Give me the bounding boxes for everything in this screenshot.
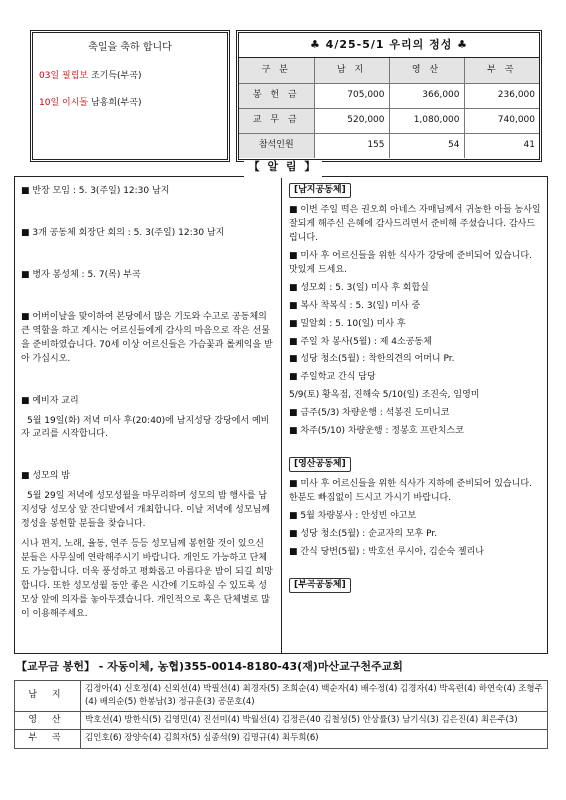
table-row	[15, 730, 548, 749]
notice-item: ■ 병자 봉성체 : 5. 7(목) 부곡	[21, 269, 141, 280]
table-cell: 155	[314, 133, 389, 158]
table-row	[239, 58, 539, 83]
birthday-box	[30, 30, 230, 162]
notice-item: ■ 밀알회 : 5. 10(일) 미사 후	[289, 318, 406, 329]
notices-left-column	[21, 185, 275, 632]
birthday-day: 03일 필립보	[39, 70, 89, 81]
birthday-day: 10일 이시돌	[39, 97, 89, 108]
row-label: 참석인원	[239, 133, 314, 158]
column-header: 영 산	[389, 58, 464, 83]
notices-right-column	[289, 183, 543, 599]
notice-item: ■ 예비자 교리	[21, 395, 79, 406]
table-cell: 1,080,000	[389, 108, 464, 133]
column-header: 부 곡	[464, 58, 539, 83]
notice-item: ■ 3개 공동체 회장단 회의 : 5. 3(주일) 12:30 남지	[21, 227, 225, 238]
notice-item: ■ 금주(5/3) 차량운행 : 석봉진 도미니코	[289, 408, 450, 419]
table-cell: 236,000	[464, 83, 539, 108]
offering-box	[236, 30, 542, 162]
notice-item: ■ 어버이날을 맞이하여 본당에서 많은 기도와 수고로 공동체의 큰 역할을 하고 계시는 어르신들에게 감사의 마음으로 작은 선물을 준비하였습니다. 70세 이상 어르신들은 가슴꽃과 롤케익을 받아 가십시오.	[21, 311, 273, 364]
table-row	[15, 711, 548, 730]
notice-item: ■ 성모의 밤	[21, 471, 71, 482]
row-label: 부 곡	[15, 730, 81, 749]
birthday-name: 조기득(부곡)	[90, 70, 142, 81]
table-row	[239, 108, 539, 133]
birthday-item	[39, 97, 221, 110]
column-header: 남 지	[314, 58, 389, 83]
offering-table	[239, 58, 539, 158]
notice-item: ■ 미사 후 어르신들을 위한 식사가 지하에 준비되어 있습니다. 한분도 빠짐없이 드시고 가시기 바랍니다.	[289, 479, 532, 504]
table-cell: 740,000	[464, 108, 539, 133]
notices-box	[14, 176, 548, 654]
donor-table-box	[14, 680, 548, 749]
notice-item: ■ 이번 주일 떡은 권오희 아네스 자매님께서 귀농한 아들 농사일 잘되게 해주신 은혜에 감사드리면서 준비해 주셨습니다. 감사드립니다.	[289, 205, 541, 243]
table-cell: 김정아(4) 신호정(4) 신외선(4) 박필선(4) 최경자(5) 조희순(4) 백순자(4) 배수정(4) 김경자(4) 박옥련(4) 하연숙(4) 조형주(4) 배의순(5) 한봉남(3) 정규훈(3) 공문호(4)	[81, 681, 548, 712]
table-cell: 520,000	[314, 108, 389, 133]
notice-item: ■ 미사 후 어르신들을 위한 식사가 강당에 준비되어 있습니다. 맛있게 드세요.	[289, 250, 532, 275]
notice-item: ■ 복사 착복식 : 5. 3(일) 미사 중	[289, 300, 421, 311]
table-cell: 54	[389, 133, 464, 158]
account-info: 【교무금 봉헌】 - 자동이체, 농협)355-0014-8180-43(재)마산교구천주교회	[16, 660, 403, 673]
table-row	[239, 83, 539, 108]
notice-item: 5월 19일(화) 저녁 미사 후(20:40)에 남지성당 강당에서 예비자 교리를 시작합니다.	[21, 415, 270, 440]
notice-item: 5월 29일 저녁에 성모성월을 마무리하며 성모의 밤 행사를 남지성당 성모상 앞 잔디밭에서 개최합니다. 이날 저녁에 성모님께 정성을 봉헌할 분들을 찾습니다.	[21, 491, 270, 530]
section-title-bugok: [부곡공동체]	[289, 578, 351, 593]
notice-item: ■ 반장 모임 : 5. 3(주일) 12:30 남지	[21, 186, 170, 196]
column-divider	[281, 177, 282, 653]
notice-item: ■ 성당 청소(5월) : 순교자의 모후 Pr.	[289, 529, 438, 540]
birthday-item	[39, 70, 221, 83]
notices-header: 【 알 림 】	[244, 160, 322, 178]
section-title-yeongsan: [영산공동체]	[289, 457, 351, 472]
notice-item: ■ 주일 차 봉사(5월) : 제 4소공동체	[289, 336, 432, 347]
table-row	[15, 681, 548, 712]
notice-item: 5/9(토) 황옥점, 진해숙 5/10(일) 조진숙, 임영미	[289, 390, 480, 401]
table-cell: 705,000	[314, 83, 389, 108]
section-title-namji: [남지공동체]	[289, 183, 351, 198]
notice-item: ■ 간식 당번(5월) : 박호선 루시아, 김순숙 젤리나	[289, 546, 484, 557]
birthday-name: 남홍희(부곡)	[90, 97, 142, 108]
table-cell: 박호선(4) 방한식(5) 김영민(4) 진선미(4) 박월선(4) 김정은(40 김철성(5) 안상률(3) 남기식(3) 김은진(4) 최은주(3)	[81, 711, 548, 730]
birthday-title: 축일을 축하 합니다	[88, 42, 172, 53]
column-header: 구 분	[239, 58, 314, 83]
offering-header: ♣ 4/25-5/1 우리의 정성 ♣	[239, 33, 539, 58]
table-row	[239, 133, 539, 158]
notice-item: 시나 편지, 노래, 율동, 연주 등등 성모님께 봉헌할 것이 있으신 분들은 사무실에 연락해주시기 바랍니다. 개인도 가능하고 단체도 가능합니다. 더욱 풍성하고 평화롭고 아름다운 밤이 되길 희망합니다. 또한 성모성월 동안 좋은 시간에 기도하실 수 있도록 성모상 앞에 의자를 놓아두겠습니다. 개인적으로 혹은 단체별로 많이 이용해주세요.	[21, 539, 273, 619]
row-label: 봉 헌 금	[239, 83, 314, 108]
row-label: 교 무 금	[239, 108, 314, 133]
donor-table	[14, 680, 548, 749]
table-cell: 41	[464, 133, 539, 158]
notice-item: ■ 성당 청소(5월) : 착한의견의 어머니 Pr.	[289, 354, 455, 365]
notice-item: ■ 차주(5/10) 차량운행 : 정봉호 프란치스코	[289, 426, 464, 437]
table-cell: 366,000	[389, 83, 464, 108]
notice-item: ■ 성모회 : 5. 3(일) 미사 후 회합실	[289, 282, 429, 293]
table-cell: 김인호(6) 장양숙(4) 김희자(5) 심종석(9) 김명규(4) 최두희(6)	[81, 730, 548, 749]
notice-item: ■ 5월 차량봉사 : 안성빈 야고보	[289, 511, 417, 522]
row-label: 영 산	[15, 711, 81, 730]
row-label: 남 지	[15, 681, 81, 712]
notice-item: ■ 주일학교 간식 담당	[289, 372, 376, 383]
